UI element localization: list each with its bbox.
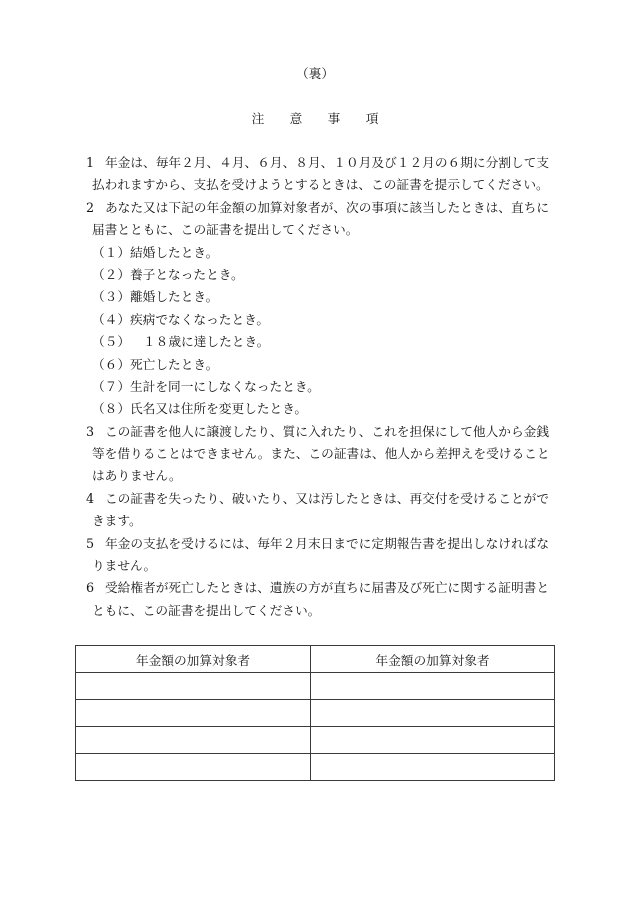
sub-item-label: （７） <box>92 378 131 394</box>
sub-item-8 <box>0 398 630 420</box>
table-cell <box>76 700 311 727</box>
note-item-6 <box>0 577 630 599</box>
note-text-line: きます。 <box>92 513 142 529</box>
sub-item-7 <box>0 376 630 398</box>
note-item-4-continuation <box>0 510 630 532</box>
sub-item-label: （４） <box>92 311 131 327</box>
table-row <box>76 673 555 700</box>
note-text-line: 受給権者が死亡したときは、遺族の方が直ちに届書及び死亡に関する証明書と <box>105 580 550 596</box>
note-item-6-continuation <box>0 600 630 622</box>
sub-item-label: （３） <box>92 289 131 305</box>
table-cell <box>311 754 555 781</box>
note-text-line: 年金は、毎年２月、４月、６月、８月、１０月及び１２月の６期に分割して支 <box>105 155 550 170</box>
note-item-3-continuation <box>0 443 630 465</box>
column-header: 年金額の加算対象者 <box>76 646 311 673</box>
sub-item-text: 養子となったとき。 <box>130 266 244 282</box>
sub-item-text: 離婚したとき。 <box>130 289 219 305</box>
notes-title: 注 意 事 項 <box>251 111 379 126</box>
sub-item-3 <box>0 286 630 308</box>
sub-item-label: （６） <box>92 356 131 372</box>
column-header: 年金額の加算対象者 <box>311 646 555 673</box>
note-number: 3 <box>86 423 95 439</box>
reverse-side-label: （裏） <box>295 66 335 81</box>
note-text-line: ともに、この証書を提出してください。 <box>92 602 321 618</box>
sub-item-label: （５） <box>92 334 131 350</box>
sub-item-1 <box>0 242 630 264</box>
note-item-5 <box>0 533 630 555</box>
sub-item-text: 生計を同一にしなくなったとき。 <box>130 378 320 394</box>
note-text-line: 届書とともに、この証書を提出してください。 <box>92 222 359 238</box>
note-number: 5 <box>86 535 95 551</box>
table-cell <box>311 700 555 727</box>
sub-item-4 <box>0 309 630 331</box>
table-row <box>76 727 555 754</box>
table-cell <box>76 754 311 781</box>
notes-list <box>0 152 630 622</box>
sub-item-text: 氏名又は住所を変更したとき。 <box>130 401 308 417</box>
note-number: 1 <box>86 155 95 170</box>
table-cell <box>76 673 311 700</box>
note-text-line: この証書を失ったり、破いたり、又は汚したときは、再交付を受けることがで <box>105 490 550 506</box>
table-header-row <box>76 646 555 673</box>
note-text-line: 等を借りることはできません。また、この証書は、他人から差押えを受けること <box>92 446 550 462</box>
note-item-1 <box>0 152 630 174</box>
note-item-5-continuation <box>0 555 630 577</box>
sub-item-6 <box>0 354 630 376</box>
sub-item-label: （２） <box>92 266 131 282</box>
table-cell <box>311 727 555 754</box>
sub-item-5 <box>0 331 630 353</box>
table-cell <box>76 727 311 754</box>
note-number: 2 <box>86 199 95 215</box>
note-item-2-continuation <box>0 219 630 241</box>
sub-item-label: （１） <box>92 244 131 260</box>
sub-item-text: 結婚したとき。 <box>130 244 219 260</box>
note-item-1-continuation <box>0 174 630 196</box>
note-text-line: あなた又は下記の年金額の加算対象者が、次の事項に該当したときは、直ちに <box>105 199 550 215</box>
dependents-table <box>75 645 555 781</box>
note-text-line: はありません。 <box>92 468 182 484</box>
sub-item-text: １８歳に達したとき。 <box>143 334 270 350</box>
note-text-line: りません。 <box>92 558 157 574</box>
note-text-line: 年金の支払を受けるには、毎年２月末日までに定期報告書を提出しなければな <box>105 535 550 551</box>
note-text-line: 払われますから、支払を受けようとするときは、この証書を提示してください。 <box>92 177 549 193</box>
table-row <box>76 700 555 727</box>
table-cell <box>311 673 555 700</box>
sub-item-label: （８） <box>92 401 131 417</box>
sub-item-2 <box>0 264 630 286</box>
note-item-4 <box>0 488 630 510</box>
sub-item-text: 疾病でなくなったとき。 <box>130 311 270 327</box>
note-item-3 <box>0 421 630 443</box>
note-number: 4 <box>86 490 95 506</box>
sub-item-text: 死亡したとき。 <box>130 356 219 372</box>
note-item-3-continuation <box>0 465 630 487</box>
note-item-2 <box>0 197 630 219</box>
note-number: 6 <box>86 580 95 596</box>
table-row <box>76 754 555 781</box>
note-text-line: この証書を他人に譲渡したり、質に入れたり、これを担保にして他人から金銭 <box>105 423 550 439</box>
